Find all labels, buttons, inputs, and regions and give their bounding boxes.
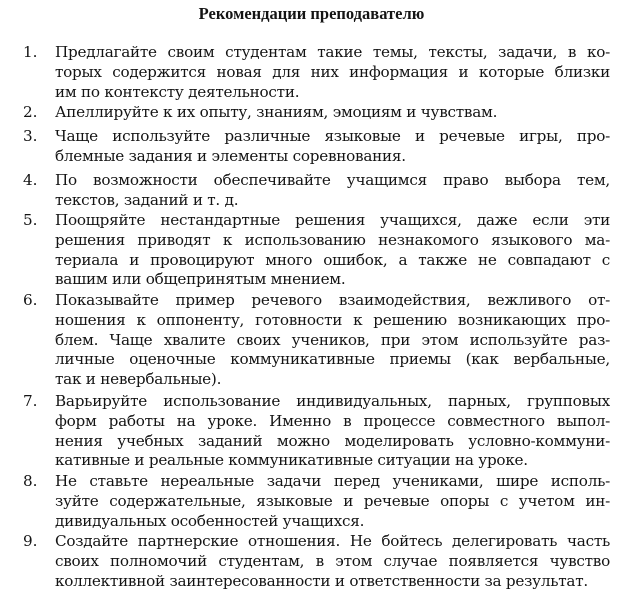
list-item-number: 3. — [23, 127, 38, 145]
list-item-number: 5. — [23, 211, 38, 229]
list-item-line: так и невербальные). — [55, 370, 222, 389]
list-item-line: По возможности обеспечивайте учащимся право выбора тем, — [55, 171, 610, 189]
list-item-line: зуйте содержательные, языковые и речевые опоры с учетом ин- — [55, 491, 610, 510]
list-item-line: им по контексту деятельности. — [55, 82, 300, 101]
list-item-line: личные оценочные коммуникативные приемы (как вербальные, — [55, 350, 610, 369]
list-item-line: Создайте партнерские отношения. Не бойтесь делегировать часть — [55, 532, 610, 550]
list-item-line: дивидуальных особенностей учащихся. — [55, 511, 365, 530]
list-item-line: кативные и реальные коммуникативные ситуации на уроке. — [55, 451, 528, 470]
list-item-number: 6. — [23, 291, 38, 309]
list-item-line: Показывайте пример речевого взаимодействия, вежливого от- — [55, 291, 610, 309]
list-item-line: Варьируйте использование индивидуальных, парных, групповых — [55, 392, 610, 410]
list-item-line: Поощряйте нестандартные решения учащихся, даже если эти — [55, 211, 610, 229]
list-item-line: текстов, заданий и т. д. — [55, 190, 239, 209]
list-item-line: Апеллируйте к их опыту, знаниям, эмоциям и чувствам. — [55, 103, 498, 121]
list-item-line: ношения к оппоненту, готовности к решению возникающих про- — [55, 310, 610, 329]
list-item-number: 2. — [23, 103, 38, 121]
list-item-number: 4. — [23, 171, 38, 189]
list-item-number: 7. — [23, 392, 38, 410]
list-item-number: 1. — [23, 43, 38, 61]
list-item-line: форм работы на уроке. Именно в процессе совместного выпол- — [55, 411, 610, 430]
list-item-line: решения приводят к использованию незнакомого языкового ма- — [55, 230, 610, 249]
list-item-line: торых содержится новая для них информация и которые близки — [55, 62, 610, 81]
list-item-line: блем. Чаще хвалите своих учеников, при этом используйте раз- — [55, 330, 610, 349]
list-item-line: Предлагайте своим студентам такие темы, тексты, задачи, в ко- — [55, 43, 610, 61]
list-item-line: нения учебных заданий можно моделировать условно-коммуни- — [55, 431, 610, 450]
list-item-number: 9. — [23, 532, 38, 550]
list-item-line: вашим или общепринятым мнением. — [55, 270, 346, 289]
list-item-line: териала и провоцируют много ошибок, а также не совпадают с — [55, 250, 610, 269]
list-item-line: Не ставьте нереальные задачи перед учениками, шире исполь- — [55, 472, 610, 490]
list-item-number: 8. — [23, 472, 38, 490]
list-item-line: Чаще используйте различные языковые и речевые игры, про- — [55, 127, 610, 145]
list-item-line: коллективной заинтересованности и ответственности за результат. — [55, 571, 588, 590]
list-item-line: своих полномочий студентам, в этом случае появляется чувство — [55, 551, 610, 570]
document-title: Рекомендации преподавателю — [198, 4, 425, 23]
list-item-line: блемные задания и элементы соревнования. — [55, 146, 406, 165]
